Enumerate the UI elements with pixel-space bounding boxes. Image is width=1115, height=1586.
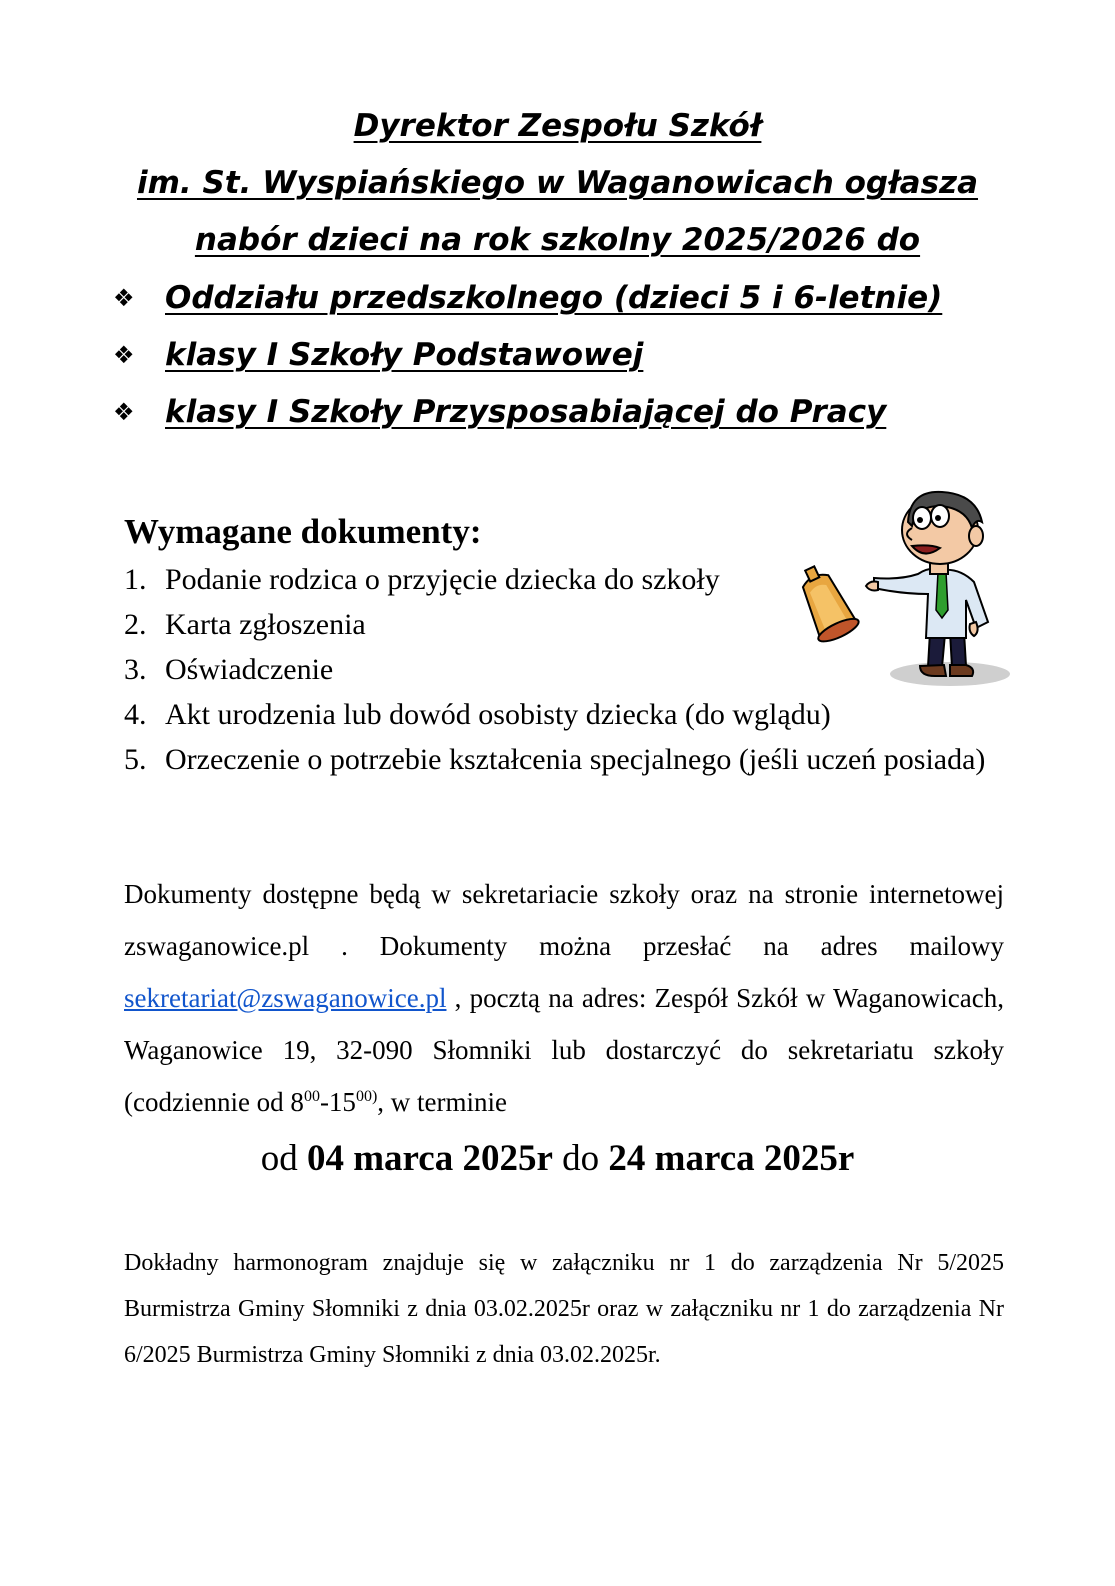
program-item [113,335,942,392]
document-item-number: 1. [124,563,147,596]
document-item-number: 2. [124,608,147,641]
program-item-text: klasy I Szkoły Przysposabiającej do Pracy [165,394,887,430]
program-item [113,392,942,449]
document-item-number: 4. [124,698,147,731]
diamond-bullet-icon: ❖ [113,284,135,312]
heading-line-1: Dyrektor Zespołu Szkół [353,108,762,144]
dates-from-word: od [260,1138,307,1179]
program-item-text: klasy I Szkoły Podstawowej [165,337,644,373]
heading-line-3: nabór dzieci na rok szkolny 2025/2026 do [194,222,921,258]
bell-ringer-illustration-icon [790,482,1012,692]
diamond-bullet-icon: ❖ [113,341,135,369]
hours-sup-1: 00 [303,1088,320,1105]
document-item-text: Oświadczenie [165,653,334,686]
hours-mid: -15 [319,1087,356,1117]
document-item-text: Karta zgłoszenia [165,608,366,641]
program-item-text: Oddziału przedszkolnego (dzieci 5 i 6-letnie) [165,280,943,316]
deadline-dates [0,1134,1115,1184]
document-item-number: 5. [124,743,147,776]
program-item [113,278,942,335]
document-item [124,737,994,782]
email-link[interactable]: sekretariat@zswaganowice.pl [124,983,447,1013]
document-item-number: 3. [124,653,147,686]
diamond-bullet-icon: ❖ [113,398,135,426]
info-paragraph [124,868,1004,1128]
document-item-text: Akt urodzenia lub dowód osobisty dziecka (do wglądu) [165,698,831,731]
info-text-3: , w terminie [377,1087,507,1117]
document-item-text: Orzeczenie o potrzebie kształcenia specjalnego (jeśli uczeń posiada) [165,743,986,776]
schedule-note: Dokładny harmonogram znajduje się w załączniku nr 1 do zarządzenia Nr 5/2025 Burmistrza Gminy Słomniki z dnia 03.02.2025r oraz w załączniku nr 1 do zarządzenia Nr 6/2025 Burmistrza Gminy Słomniki z dnia 03.02.2025r. [124,1250,1004,1368]
info-text-2: , pocztą na adres: Zespół Szkół w Waganowicach, Waganowice 19, 32-090 Słomniki lub dostarczyć do sekretariatu szkoły (codziennie od 8 [124,983,1004,1117]
hours-sup-2: 00) [355,1088,378,1105]
heading-line-2: im. St. Wyspiańskiego w Waganowicach ogłasza [136,165,979,201]
dates-from: 04 marca 2025r [306,1138,553,1179]
dates-to: 24 marca 2025r [608,1138,855,1179]
document-item [124,692,994,737]
document-item-text: Podanie rodzica o przyjęcie dziecka do szkoły [165,563,720,596]
required-documents-title: Wymagane dokumenty: [124,512,482,551]
dates-to-word: do [552,1138,609,1179]
program-list [113,278,942,449]
info-text-1: Dokumenty dostępne będą w sekretariacie szkoły oraz na stronie internetowej zswaganowice.pl . Dokumenty można przesłać na adres mailowy [124,879,1004,961]
